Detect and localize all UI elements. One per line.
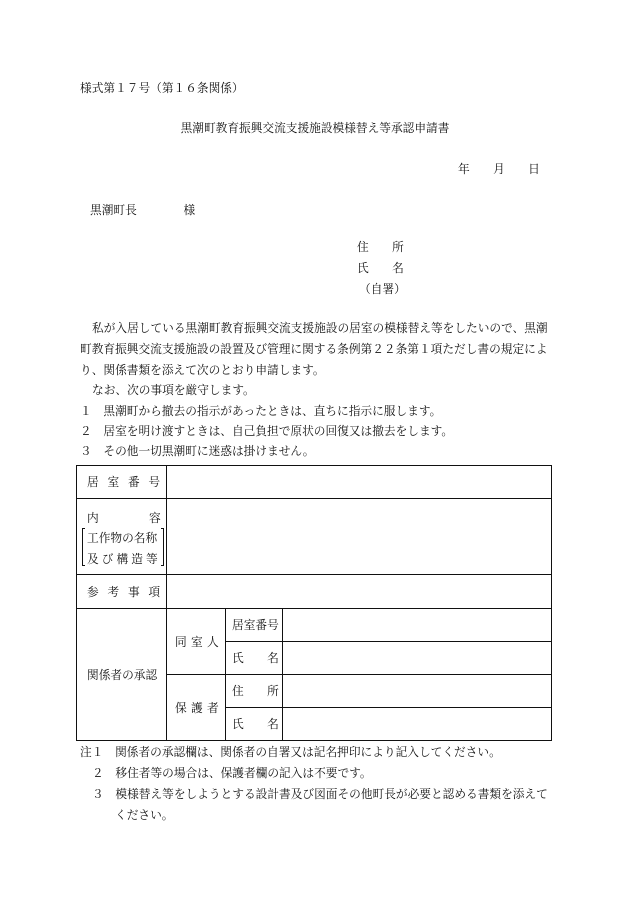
roommate-name-field [283,642,552,675]
form-number: 様式第１７号（第１６条関係） [80,81,244,95]
guardian-address-label-cell [226,675,283,708]
note-line: ３ 模様替え等をしようとする設計書及び図面その他町長が必要と認める書類を添えて [92,787,548,801]
contents-sub-label: 及び構造等 [87,551,161,566]
roommate-room-number-label-cell [226,609,283,642]
guardian-name-label-cell [226,708,283,741]
contents-sub-label: 工作物の名称 [87,531,158,545]
document-title: 黒潮町教育振興交流支援施設模様替え等承認申請書 [180,121,450,135]
guardian-name-field [283,708,552,741]
paragraph-line: り、関係書類を添えて次のとおり申請します。 [80,363,325,377]
paragraph-line: 町教育振興交流支援施設の設置及び管理に関する条例第２２条第１項ただし書の規定によ [80,342,548,356]
room-number-field [167,466,552,499]
remarks-row [77,575,552,609]
addressee: 黒潮町長 様 [90,203,196,217]
approval-label: 関係者の承認 [87,667,158,682]
note-line: ２ 移住者等の場合は、保護者欄の記入は不要です。 [92,766,372,780]
approval-label-cell [77,609,167,741]
roommate-room-number-label: 居室番号 [232,618,279,632]
signature-note: （自署） [359,282,406,296]
approval-row [77,609,552,642]
guardian-label: 保 護 者 [175,700,215,715]
room-number-label: 居 室 番 号 [87,475,159,489]
contents-label-group [77,499,166,574]
applicant-address-label: 住 所 [357,240,404,254]
guardian-address-field [283,675,552,708]
paragraph-line: 私が入居している黒潮町教育振興交流支援施設の居室の模様替え等をしたいので、黒潮 [92,321,548,335]
room-number-label-cell [77,466,167,499]
roommate-name-label-cell [226,642,283,675]
roommate-name-label: 氏 名 [232,651,279,665]
note-line: 注１ 関係者の承認欄は、関係者の自署又は記名押印により記入してください。 [80,745,501,759]
room-number-row [77,466,552,499]
contents-row [77,499,552,575]
left-bracket [82,528,85,566]
roommate-label: 同 室 人 [175,634,215,649]
right-bracket [161,528,164,566]
remarks-label: 参 考 事 項 [87,584,159,599]
remarks-field [167,575,552,609]
note-line: ください。 [115,808,174,822]
guardian-label-cell [167,675,226,741]
pledge-item: １ 黒潮町から撤去の指示があったときは、直ちに指示に服します。 [80,404,442,418]
pledge-item: ２ 居室を明け渡すときは、自己負担で原状の回復又は撤去をします。 [80,424,454,438]
date-line: 年 月 日 [458,162,540,176]
roommate-room-number-field [283,609,552,642]
applicant-name-label: 氏 名 [357,261,404,275]
guardian-name-label: 氏 名 [232,717,279,731]
roommate-label-cell [167,609,226,675]
contents-label: 内 容 [87,510,162,525]
pledge-intro: なお、次の事項を厳守します。 [92,383,255,397]
guardian-address-label: 住 所 [232,684,279,698]
contents-label-cell [77,499,167,575]
remarks-label-cell [77,575,167,609]
pledge-item: ３ その他一切黒潮町に迷惑は掛けません。 [80,444,315,458]
application-form-table [76,465,552,741]
contents-field [167,499,552,575]
